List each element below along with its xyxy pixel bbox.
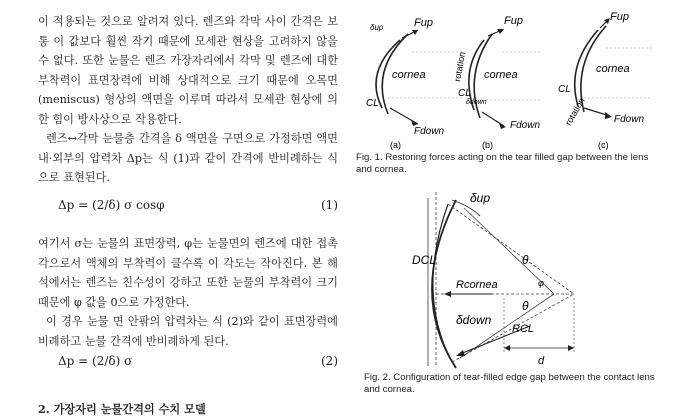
- figure-2-caption: Fig. 2. Configuration of tear-filled edge gap between the contact lens and cornea.: [364, 372, 655, 395]
- figure-2: [352, 190, 700, 370]
- fig1-panel-c: [558, 11, 652, 150]
- fig1b-label: (b): [482, 140, 493, 150]
- equation-2-text: Δp = (2/δ) σ: [58, 354, 133, 368]
- fig2-phi: φ: [538, 278, 544, 288]
- section-heading: 2. 가장자리 눈물간격의 수치 모델: [38, 402, 206, 416]
- fig1c-cornea: cornea: [596, 63, 630, 75]
- paper-left-column-lower: [38, 234, 338, 351]
- fig1b-rotation: rotation: [452, 51, 468, 83]
- figure-1: [352, 0, 700, 150]
- fig2-d: d: [538, 355, 545, 367]
- figure-1-caption: Fig. 1. Restoring forces acting on the tear filled gap between the lens and cornea.: [356, 152, 649, 175]
- fig1a-label: (a): [390, 140, 401, 150]
- equation-1-number: (1): [321, 198, 338, 212]
- fig2-delta-up: δup: [470, 191, 491, 205]
- equation-2-number: (2): [321, 354, 338, 368]
- equation-1-text: Δp = (2/δ) σ cosφ: [58, 198, 165, 212]
- equation-1: [38, 196, 338, 220]
- fig2-delta-down: δdown: [456, 313, 492, 327]
- fig1c-f-down: Fdown: [614, 114, 645, 125]
- fig1a-cl: CL: [366, 98, 379, 109]
- paragraph-3: 여기서 σ는 눈물의 표면장력, φ는 눈물면의 렌즈에 대한 접촉각으로서 액체의 부착력이 클수록 이 각도는 작아진다. 본 해석에서는 렌즈는 친수성이 강하고 또한 눈물의 부착력이 크기 때문에 φ 값을 0으로 가정한다.: [38, 237, 338, 309]
- fig1b-f-down: Fdown: [510, 120, 541, 131]
- fig1c-rotation: rotation: [563, 95, 587, 127]
- fig2-d-cl: DCL: [412, 253, 437, 267]
- section-heading-cutoff: [38, 398, 338, 420]
- fig1c-cl: CL: [558, 84, 571, 95]
- paper-right-column: [352, 0, 700, 420]
- fig1c-f-up: Fup: [610, 11, 629, 23]
- paragraph-2: 렌즈↔각막 눈물층 간격을 δ 액면을 구면으로 가정하면 액면 내·외부의 압력차 Δp는 식 (1)과 같이 간격에 반비례하는 식으로 표현된다.: [38, 132, 338, 184]
- fig1b-delta-down: δdown: [466, 99, 487, 106]
- fig2-theta-top: θ: [522, 253, 529, 267]
- fig1c-label: (c): [598, 140, 609, 150]
- fig1b-cl: CL: [458, 88, 471, 99]
- paper-left-column: [38, 12, 338, 188]
- fig2-r-cornea: Rcornea: [456, 279, 498, 291]
- fig2-theta-bottom: θ: [522, 299, 529, 313]
- equation-2: [38, 352, 338, 376]
- fig2-r-cl: RCL: [512, 323, 535, 335]
- fig1b-f-up: Fup: [504, 15, 523, 27]
- fig1b-cornea: cornea: [484, 69, 518, 81]
- fig1a-delta-up: δup: [370, 23, 384, 32]
- fig1a-f-down: Fdown: [414, 126, 445, 137]
- paragraph-1: 이 적용되는 것으로 알려져 있다. 렌즈와 각막 사이 간격은 보통 이 값보다 훨씬 작기 때문에 모세관 현상을 고려하지 않을 수 없다. 또한 눈물은 렌즈 가장자리에서 각막 및 렌즈에 대한 부착력이 표면장력에 비해 상대적으로 크기 때문에 오목면(meniscus) 형상의 액면을 이루며 따라서 모세관 현상에 의한 힘이 방사상으로 작용한다.: [38, 15, 338, 126]
- paragraph-4: 이 경우 눈물 면 안팎의 압력차는 식 (2)와 같이 표면장력에 비례하고 눈물 간격에 반비례하게 된다.: [38, 315, 338, 348]
- fig1-panel-a: [366, 17, 462, 150]
- fig1a-cornea: cornea: [392, 69, 426, 81]
- fig1-panel-b: [452, 15, 542, 150]
- fig1a-f-up: Fup: [414, 17, 433, 29]
